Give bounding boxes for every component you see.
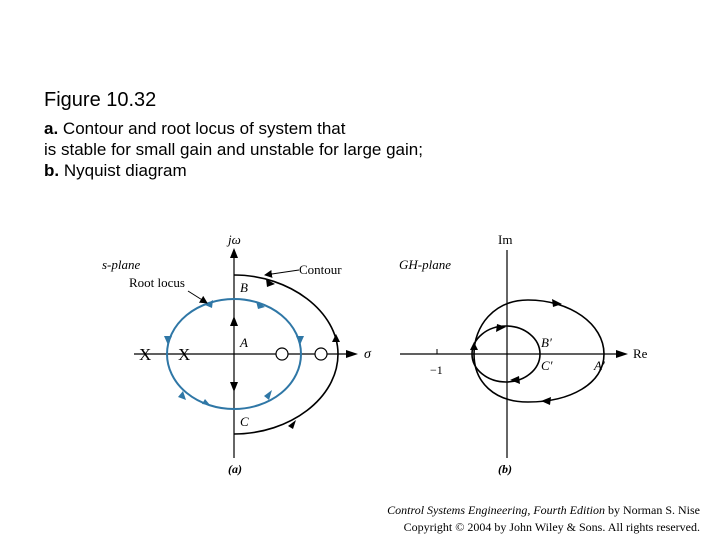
part-a-text: Contour and root locus of system that xyxy=(62,119,346,138)
contour-arrow xyxy=(230,382,238,392)
locus-arrow xyxy=(164,336,172,345)
zero-marker xyxy=(276,348,288,360)
diagram-b xyxy=(399,232,648,476)
part-a-label: a. xyxy=(44,119,59,138)
minus-one-label: −1 xyxy=(430,363,443,377)
book-title: Control Systems Engineering, Fourth Edition xyxy=(387,503,605,517)
s-plane-label: s-plane xyxy=(102,257,141,272)
a-real-axis-label: σ xyxy=(364,347,371,362)
b-real-axis-label: Re xyxy=(633,346,648,361)
pole-marker: X xyxy=(178,345,191,364)
pole-marker: X xyxy=(139,345,152,364)
point-c-label: C xyxy=(240,414,249,429)
contour-arrow xyxy=(230,316,238,326)
point-c-prime-label: C′ xyxy=(541,358,553,373)
nyquist-arrow xyxy=(510,376,520,384)
credit-line-1 xyxy=(387,502,700,519)
diagram-b-sublabel: (b) xyxy=(498,462,512,476)
contour-pointer xyxy=(265,270,299,275)
contour-arrow xyxy=(332,334,340,342)
point-b-prime-label: B′ xyxy=(541,335,552,350)
nyquist-outer-curve xyxy=(474,300,604,402)
a-real-axis-arrowhead xyxy=(346,350,358,358)
caption-line-2: is stable for small gain and unstable for large gain; xyxy=(44,140,423,159)
diagram-a-sublabel: (a) xyxy=(228,462,242,476)
root-locus-pointer xyxy=(188,291,207,303)
point-b-label: B xyxy=(240,280,248,295)
b-real-axis-arrowhead xyxy=(616,350,628,358)
zero-marker xyxy=(315,348,327,360)
gh-plane-label: GH-plane xyxy=(399,257,451,272)
a-imag-axis-arrowhead xyxy=(230,248,238,258)
contour-label: Contour xyxy=(299,262,342,277)
b-imag-axis-label: Im xyxy=(498,232,513,247)
locus-arrow xyxy=(296,336,304,345)
nyquist-arrow xyxy=(541,397,551,405)
part-b-label: b. xyxy=(44,161,60,180)
nyquist-arrow xyxy=(496,324,506,332)
a-imag-axis-label: jω xyxy=(228,232,241,247)
author-text: by Norman S. Nise xyxy=(605,503,700,517)
figure-title: Figure 10.32 xyxy=(44,89,157,111)
nyquist-arrow xyxy=(470,342,478,350)
root-locus-label: Root locus xyxy=(129,275,185,290)
diagram-a xyxy=(102,232,372,476)
copyright-line: Copyright © 2004 by John Wiley & Sons. All rights reserved. xyxy=(403,520,700,534)
copyright-credit xyxy=(387,502,700,536)
part-b-text: Nyquist diagram xyxy=(63,161,187,180)
locus-arrow xyxy=(264,390,272,400)
point-a-label: A xyxy=(240,335,248,350)
point-a-prime-label: A′ xyxy=(594,358,605,373)
